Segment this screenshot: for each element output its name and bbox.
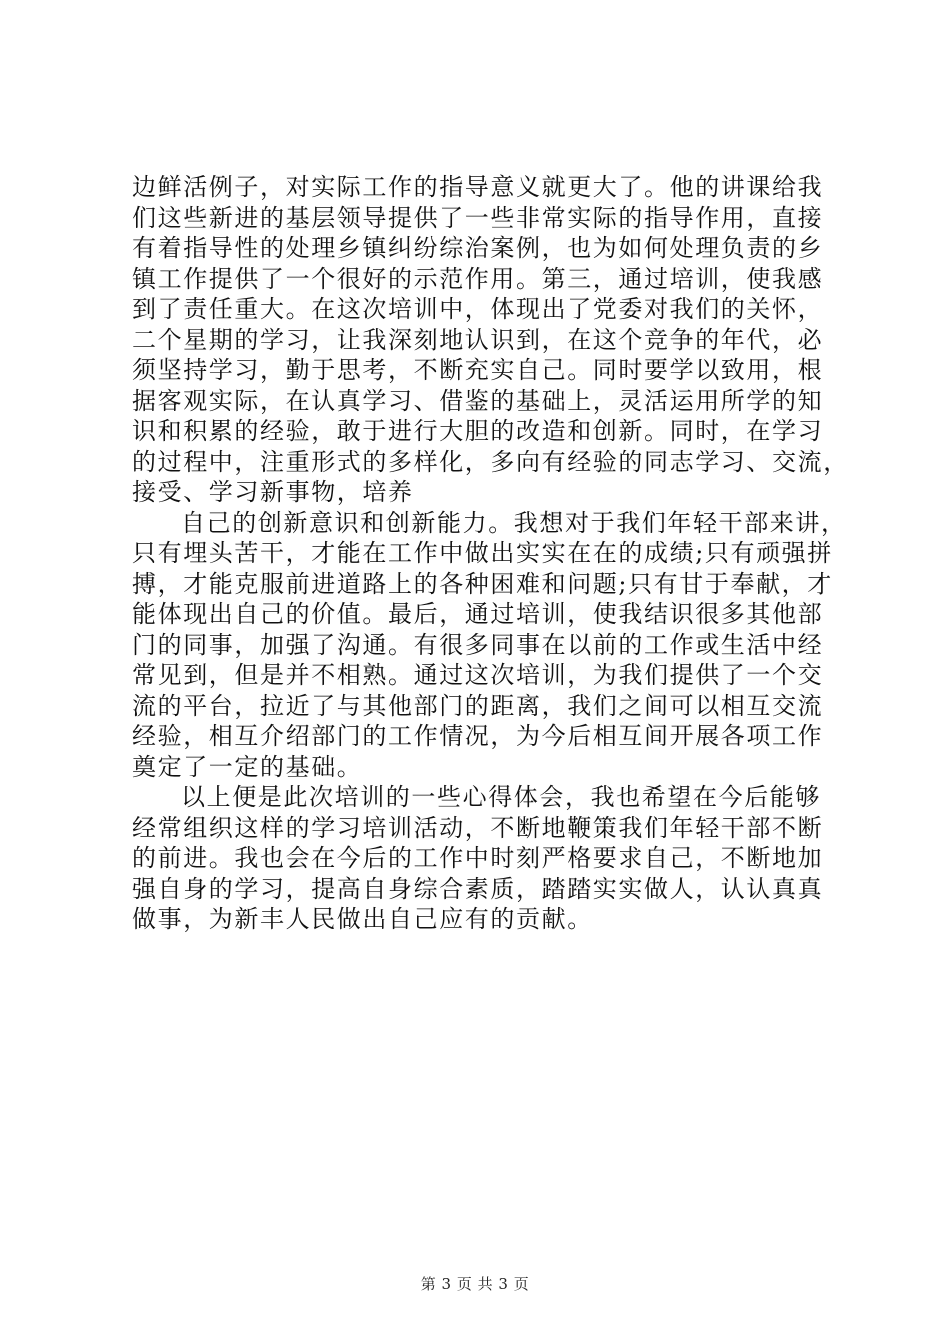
page-number-footer: 第 3 页 共 3 页 <box>420 1275 530 1293</box>
text-line: 的过程中，注重形式的多样化，多向有经验的同志学习、交流， <box>132 447 849 476</box>
text-line: 到了责任重大。在这次培训中，体现出了党委对我们的关怀， <box>132 295 824 323</box>
text-line: 奠定了一定的基础。 <box>132 752 363 781</box>
text-line: 只有埋头苦干，才能在工作中做出实实在在的成绩;只有顽强拼 <box>132 539 833 567</box>
text-line: 常见到，但是并不相熟。通过这次培训，为我们提供了一个交 <box>132 661 824 689</box>
text-line: 边鲜活例子，对实际工作的指导意义就更大了。他的讲课给我 <box>132 173 824 201</box>
text-line: 们这些新进的基层领导提供了一些非常实际的指导作用，直接 <box>132 203 824 232</box>
text-line: 有着指导性的处理乡镇纠纷综治案例，也为如何处理负责的乡 <box>132 234 824 262</box>
text-line: 接受、学习新事物，培养 <box>132 478 414 506</box>
text-line: 门的同事，加强了沟通。有很多同事在以前的工作或生活中经 <box>132 630 824 659</box>
text-line: 能体现出自己的价值。最后，通过培训，使我结识很多其他部 <box>132 600 824 628</box>
text-line: 识和积累的经验，敢于进行大胆的改造和创新。同时，在学习 <box>132 417 824 445</box>
text-line: 以上便是此次培训的一些心得体会，我也希望在今后能够 <box>181 783 821 811</box>
text-line: 自己的创新意识和创新能力。我想对于我们年轻干部来讲， <box>181 508 847 537</box>
text-line: 二个星期的学习，让我深刻地认识到，在这个竞争的年代，必 <box>132 325 824 354</box>
text-line: 的前进。我也会在今后的工作中时刻严格要求自己，不断地加 <box>132 844 824 872</box>
text-line: 镇工作提供了一个很好的示范作用。第三，通过培训，使我感 <box>132 264 824 293</box>
text-line: 经验，相互介绍部门的工作情况，为今后相互间开展各项工作 <box>132 722 824 750</box>
text-line: 做事，为新丰人民做出自己应有的贡献。 <box>132 905 593 933</box>
document-body <box>132 172 849 935</box>
text-line: 经常组织这样的学习培训活动，不断地鞭策我们年轻干部不断 <box>132 813 824 842</box>
text-line: 搏，才能克服前进道路上的各种困难和问题;只有甘于奉献，才 <box>132 569 833 598</box>
text-line: 流的平台，拉近了与其他部门的距离，我们之间可以相互交流 <box>132 691 824 720</box>
text-line: 据客观实际，在认真学习、借鉴的基础上，灵活运用所学的知 <box>132 386 824 415</box>
text-line: 须坚持学习，勤于思考，不断充实自己。同时要学以致用，根 <box>132 356 824 384</box>
text-line: 强自身的学习，提高自身综合素质，踏踏实实做人，认认真真 <box>132 874 824 903</box>
